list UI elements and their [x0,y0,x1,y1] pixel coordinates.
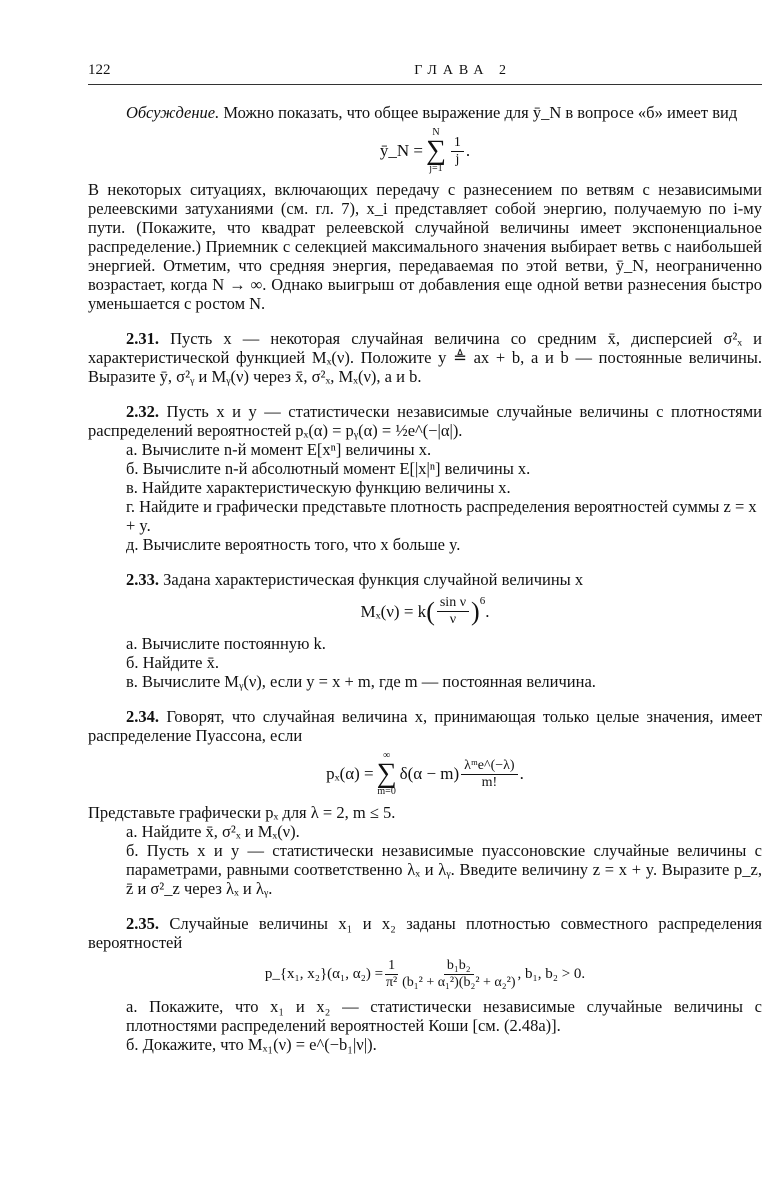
problem-item: б. Пусть x и y — статистически независимые пуассоновские случайные величины с параметрами, равными соответственно λₓ и λᵧ. Введите величину z = x + y. Выразите p_z, z̄ и σ²_z через λₓ и λᵧ. [126,841,762,898]
fraction [437,595,469,628]
discussion-label: Обсуждение. [126,103,220,122]
sum-top: ∞ [383,750,391,761]
frac-den: (b₁² + α₁²)(b₂² + α₂²) [402,975,516,990]
problem-item: а. Найдите x̄, σ²ₓ и Mₓ(ν). [126,822,300,841]
problem-item: а. Покажите, что x₁ и x₂ — статистически независимые случайные величины с плотностями распределений вероятностей Коши [см. (2.48а)]. [126,997,762,1035]
fraction [451,135,464,168]
formula-cauchy [88,958,762,991]
sum-top: N [432,127,440,138]
problem-text: Говорят, что случайная величина x, принимающая только целые значения, имеет распределение Пуассона, если [88,707,763,745]
problem-text: Пусть x — некоторая случайная величина со средним x̄, дисперсией σ²ₓ и характеристической функцией Mₓ(ν). Положите y ≜ ax + b, a и b — постоянные величины. Выразите ȳ, σ²ᵧ и Mᵧ(ν) через x̄, σ²ₓ, Mₓ(ν), a и b. [88,329,763,386]
problem-number: 2.32. [126,402,159,421]
problem-text: Пусть x и y — статистически независимые случайные величины с плотностями распределений вероятностей pₓ(α) = pᵧ(α) = ½e^(−|α|). [88,402,762,440]
formula-body: δ(α − m) [399,764,460,783]
book-page [88,62,762,1054]
formula-poisson-lhs: pₓ(α) = [326,764,374,783]
page-number: 122 [88,62,111,78]
formula-mx-lhs: Mₓ(ν) = k [360,601,427,621]
problem-text: Задана характеристическая функция случайной величины x [163,570,584,589]
frac-den: π² [385,975,398,990]
frac-den: m! [481,774,498,790]
problem-item: б. Найдите x̄. [126,653,219,672]
page-header [88,62,762,85]
problem-2-35 [88,914,762,952]
problem-number: 2.31. [126,329,159,348]
frac-num: 1 [451,135,464,152]
frac-den: j [455,151,460,167]
problem-item: б. Вычислите n-й абсолютный момент E[|x|ⁿ] величины x. [126,459,531,478]
sum-symbol: ∞ ∑ m=0 [376,750,397,797]
problem-number: 2.33. [126,570,159,589]
formula-poisson: pₓ(α) = ∞ ∑ m=0 δ(α − m) $\frac{\text{λᵐe\textasciicircum{}(−λ)}}{m!}$ . [326,750,524,797]
problem-item: д. Вычислите вероятность того, что x больше y. [126,535,461,554]
discussion-intro [88,103,762,122]
problem-item: в. Вычислите Mᵧ(ν), если y = x + m, где m — постоянная величина. [126,672,596,691]
problem-number: 2.34. [126,707,159,726]
fraction [402,958,515,991]
problem-text: Случайные величины x₁ и x₂ заданы плотностью совместного распределения вероятностей [88,914,763,952]
problem-item: а. Вычислите постоянную k. [126,634,326,653]
problem-2-32 [88,402,762,440]
formula-tail: , b₁, b₂ > 0. [517,966,586,982]
formula-yn-lhs: ȳ_N = [379,141,423,160]
problem-2-33 [88,570,762,589]
discussion-text: Можно показать, что общее выражение для ȳ_N в вопросе «б» имеет вид [223,103,738,122]
problem-2-34 [88,707,762,745]
problem-item: б. Докажите, что Mₓ₁(ν) = e^(−b₁|ν|). [126,1035,377,1054]
fraction [461,758,517,791]
chapter-title: ГЛАВА 2 [414,63,512,78]
frac-num: λᵐe^(−λ) [461,758,517,775]
power: 6 [479,595,486,607]
sum-symbol: N ∑ j=1 [425,127,446,174]
fraction [385,958,398,991]
problem-item: а. Вычислите n-й момент E[xⁿ] величины x. [126,440,432,459]
problem-number: 2.35. [126,914,159,933]
sum-bottom: m=0 [377,786,396,797]
frac-num: b₁b₂ [444,958,474,975]
formula-cauchy-lhs: p_{x₁, x₂}(α₁, α₂) = [264,966,384,982]
formula-mx: Mₓ(ν) = k ( $\frac{\text{sin ν}}{\nu}$ ) $^6$ . [360,595,490,627]
frac-den: ν [449,612,457,627]
problem-2-31 [88,329,762,386]
frac-num: sin ν [437,595,469,612]
problem-item: г. Найдите и графически представьте плотность распределения вероятностей суммы z = x + y. [126,497,757,535]
sum-bottom: j=1 [429,163,443,174]
frac-num: 1 [385,958,398,975]
problem-after: Представьте графически pₓ для λ = 2, m ≤ 5. [88,803,396,822]
problem-item: в. Найдите характеристическую функцию величины x. [126,478,511,497]
discussion-paragraph: В некоторых ситуациях, включающих передачу с разнесением по ветвям с независимыми релеевскими затуханиями (см. гл. 7), x_i представляет собой энергию, получаемую по i-му пути. (Покажите, что квадрат релеевской случайной величины имеет экспоненциальное распределение.) Приемник с селекцией максимального значения выбирает ветвь с наибольшей энергией. Отметим, что средняя энергия, передаваемая по этой ветви, ȳ_N, неограниченно возрастает, когда N → ∞. Однако выигрыш от добавления еще одной ветви разнесения быстро уменьшается с ростом N. [88,180,762,313]
formula-yn: ȳ_N = N ∑ j=1 $\frac{1}{j}$ . [379,127,471,174]
